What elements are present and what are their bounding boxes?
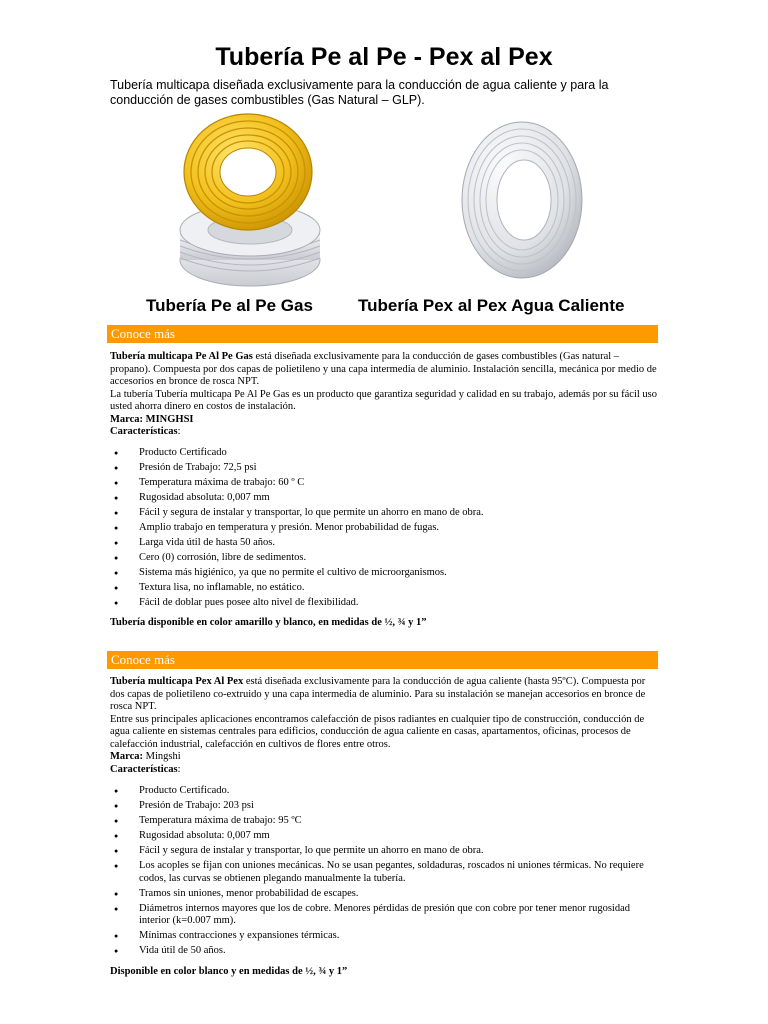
section-gas-description <box>110 351 658 439</box>
brand-label: Marca: <box>110 751 144 762</box>
features-label-suffix: : <box>177 763 181 775</box>
product-caption-pex: Tubería Pex al Pex Agua Caliente <box>358 296 625 315</box>
availability-note-gas: Tubería disponible en color amarillo y blanco, en medidas de ½, ¾ y 1” <box>110 617 427 628</box>
list-item: ● Producto Certificado <box>110 447 658 460</box>
list-item: ● Temperatura máxima de trabajo: 95 ºC <box>110 815 658 828</box>
section-header-pex: Conoce más <box>107 651 658 669</box>
features-list-pex <box>110 785 658 960</box>
list-item: ● Fácil y segura de instalar y transportar, lo que permite un ahorro en mano de obra. <box>110 507 658 520</box>
features-list-gas <box>110 447 658 612</box>
brand-label: Marca: MINGHSI <box>110 413 194 425</box>
list-item: ● Diámetros internos mayores que los de cobre. Menores pérdidas de presión que con cobre por tener menor rugosidad interior (k=0.007 mm). <box>110 903 658 928</box>
intro-paragraph: Tubería multicapa diseñada exclusivamente para la conducción de agua caliente y para la conducción de gases combustibles (Gas Natural – GLP). <box>110 78 609 107</box>
page-title: Tubería Pe al Pe - Pex al Pex <box>215 43 553 71</box>
list-item: ● Tramos sin uniones, menor probabilidad de escapes. <box>110 888 658 901</box>
description-text-2: La tubería Tubería multicapa Pe Al Pe Gas es un producto que garantiza seguridad y calidad en su trabajo, además por su fácil uso usted ahorra dinero en costos de instalación. <box>110 388 658 412</box>
list-item: ● Presión de Trabajo: 203 psi <box>110 800 658 813</box>
section-header-gas: Conoce más <box>107 325 658 343</box>
product-name: Tubería multicapa Pe Al Pe Gas <box>110 351 253 362</box>
list-item: ● Vida útil de 50 años. <box>110 945 658 958</box>
features-label: Características <box>110 763 178 775</box>
list-item: ● Presión de Trabajo: 72,5 psi <box>110 462 658 475</box>
list-item: ● Mínimas contracciones y expansiones térmicas. <box>110 930 658 943</box>
list-item: ● Los acoples se fijan con uniones mecánicas. No se usan pegantes, soldaduras, roscados ni uniones térmicas. No requiere codos, las curvas se obtienen plegando manualmente la tubería. <box>110 860 658 885</box>
list-item: ● Rugosidad absoluta: 0,007 mm <box>110 492 658 505</box>
product-caption-gas: Tubería Pe al Pe Gas <box>146 296 313 315</box>
availability-note-pex: Disponible en color blanco y en medidas de ½, ¾ y 1” <box>110 966 348 977</box>
list-item: ● Temperatura máxima de trabajo: 60 º C <box>110 477 658 490</box>
product-name: Tubería multicapa Pex Al Pex <box>110 676 244 687</box>
list-item: ● Cero (0) corrosión, libre de sedimentos. <box>110 552 658 565</box>
list-item: ● Fácil y segura de instalar y transportar, lo que permite un ahorro en mano de obra. <box>110 845 658 858</box>
description-text-2: Entre sus principales aplicaciones encontramos calefacción de pisos radiantes en cualquier tipo de construcción, conducción de agua caliente en sistemas centrales para edificios, conducción de agua caliente en casas, apartamentos, oficinas, procesos de calefacción industrial, calefacción en cultivos de flores entre otros. <box>110 713 645 750</box>
list-item: ● Larga vida útil de hasta 50 años. <box>110 537 658 550</box>
features-label: Características <box>110 426 178 437</box>
white-pipe-coil-image <box>456 110 586 280</box>
description-text: está diseñada exclusivamente para la conducción de gases combustibles (Gas natural – propano). Compuesta por dos capas de polietileno y una capa intermedia de aluminio. Instalación sencilla, mecánica por medio de accesorios en bronce de rosca NPT. <box>110 351 657 387</box>
yellow-and-white-pipe-coils-image <box>176 110 324 290</box>
list-item: ● Textura lisa, no inflamable, no estático. <box>110 582 658 595</box>
list-item: ● Producto Certificado. <box>110 785 658 798</box>
list-item: ● Amplio trabajo en temperatura y presión. Menor probabilidad de fugas. <box>110 522 658 535</box>
list-item: ● Rugosidad absoluta: 0,007 mm <box>110 830 658 843</box>
brand-value: Mingshi <box>143 751 181 762</box>
list-item: ● Fácil de doblar pues posee alto nivel de flexibilidad. <box>110 597 658 610</box>
section-pex-description <box>110 676 658 776</box>
description-text: está diseñada exclusivamente para la conducción de agua caliente (hasta 95ºC). Compuesta por dos capas de polietileno co-extruido y una capa intermedia de aluminio. Para su instalación se manejan accesorios en bronce de rosca NPT. <box>110 676 646 712</box>
list-item: ● Sistema más higiénico, ya que no permite el cultivo de microorganismos. <box>110 567 658 580</box>
features-label-suffix: : <box>177 426 181 437</box>
